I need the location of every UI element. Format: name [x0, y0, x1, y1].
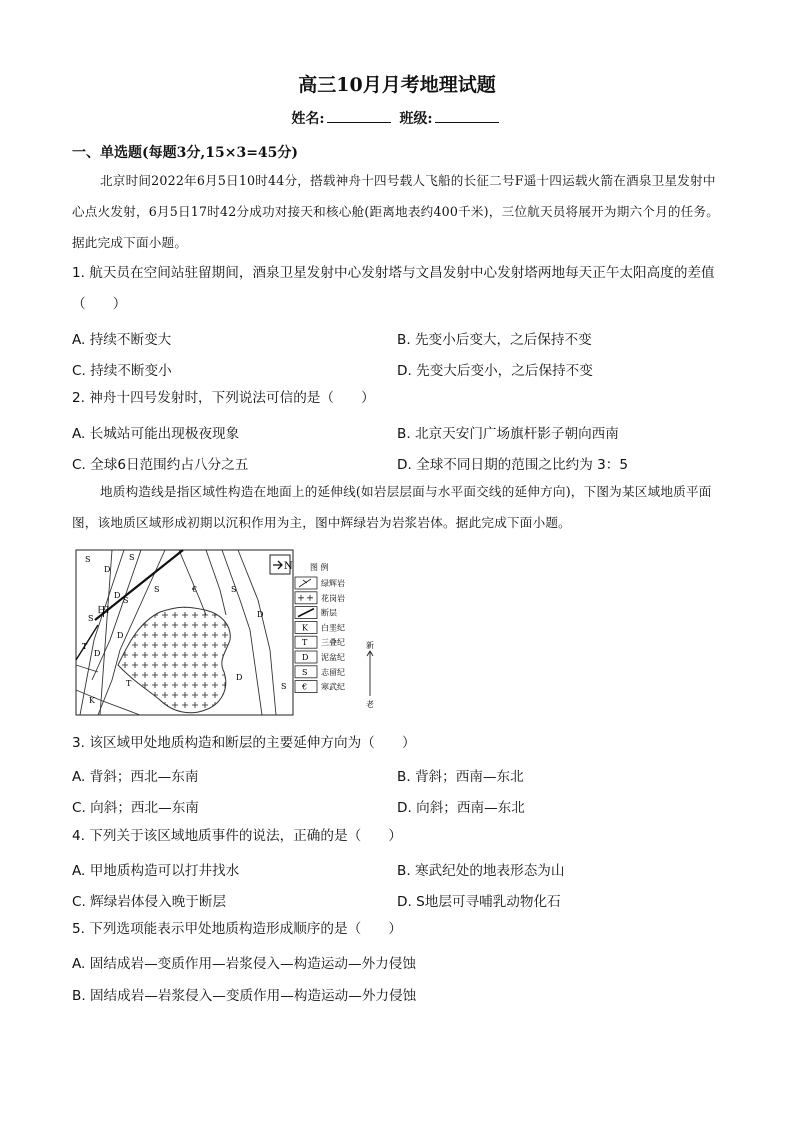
passage-2: 地质构造线是指区域性构造在地面上的延伸线(如岩层层面与水平面交线的延伸方向)，下图为某区域地质平面图，该地质区域形成初期以沉积作用为主，图中辉绿岩为岩浆岩体。据此完成下面小题。 — [72, 484, 712, 530]
stratum-label: D — [257, 610, 264, 619]
legend-new-label: 新 — [366, 641, 374, 650]
legend-label: 白垩纪 — [321, 623, 345, 633]
q5-option-a[interactable]: A. 固结成岩—变质作用—岩浆侵入—构造运动—外力侵蚀 — [72, 956, 416, 972]
stratum-label: S — [231, 585, 237, 594]
question-5-stem: 5. 下列选项能表示甲处地质构造形成顺序的是（ ） — [72, 921, 402, 937]
q3-option-d[interactable]: D. 向斜；西南—东北 — [397, 800, 525, 816]
stratum-label: S — [154, 585, 160, 594]
q1-option-a[interactable]: A. 持续不断变大 — [72, 332, 172, 348]
stratum-label: T — [126, 679, 132, 688]
question-3-stem: 3. 该区域甲处地质构造和断层的主要延伸方向为（ ） — [72, 735, 416, 751]
legend-label: 三叠纪 — [321, 638, 345, 648]
stratum-label: S — [129, 553, 135, 562]
legend-swatch — [295, 577, 317, 589]
class-label: 班级: — [399, 111, 433, 127]
stratum-label: D — [114, 591, 121, 600]
stratum-label: D — [94, 649, 101, 658]
stratum-label: D — [104, 565, 111, 574]
q5-option-b[interactable]: B. 固结成岩—岩浆侵入—变质作用—构造运动—外力侵蚀 — [72, 988, 417, 1004]
stratum-label: D — [236, 673, 243, 682]
legend-title: 图 例 — [310, 563, 329, 572]
q1-option-d[interactable]: D. 先变大后变小，之后保持不变 — [397, 363, 593, 379]
legend-label: 花岗岩 — [321, 593, 345, 603]
q3-option-c[interactable]: C. 向斜；西北—东南 — [72, 800, 199, 816]
legend-label: 泥盆纪 — [321, 653, 345, 662]
legend-label: 绿辉岩 — [321, 579, 345, 588]
jia-label: 甲 — [97, 605, 111, 620]
stratum-label: D — [117, 631, 124, 640]
legend-symbol: € — [302, 682, 308, 692]
q3-option-a[interactable]: A. 背斜；西北—东南 — [72, 769, 199, 785]
question-2-stem: 2. 神舟十四号发射时，下列说法可信的是（ ） — [72, 390, 375, 406]
name-label: 姓名: — [291, 111, 325, 127]
legend-symbol: S — [302, 667, 308, 677]
stratum-label: S — [85, 555, 91, 564]
q4-option-d[interactable]: D. S地层可寻哺乳动物化石 — [397, 894, 561, 910]
legend-label: 寒武纪 — [321, 682, 345, 692]
page-title: 高三10月月考地理试题 — [298, 74, 496, 96]
question-1-stem: 1. 航天员在空间站驻留期间，酒泉卫星发射中心发射塔与文昌发射中心发射塔两地每天正午太阳高度的差值（ ） — [72, 265, 715, 312]
q4-option-c[interactable]: C. 辉绿岩体侵入晚于断层 — [72, 894, 227, 910]
stratum-label: T — [82, 642, 88, 651]
north-label: N — [284, 561, 293, 572]
q2-option-b[interactable]: B. 北京天安门广场旗杆影子朝向西南 — [397, 426, 619, 442]
legend-old-label: 老 — [366, 700, 374, 709]
section-heading: 一、单选题(每题3分,15×3=45分) — [72, 145, 299, 161]
q1-option-c[interactable]: C. 持续不断变小 — [72, 363, 172, 379]
q2-option-d[interactable]: D. 全球不同日期的范围之比约为 3：5 — [397, 457, 629, 473]
question-4-stem: 4. 下列关于该区域地质事件的说法，正确的是（ ） — [72, 828, 402, 844]
stratum-label: K — [89, 696, 95, 705]
age-arrow-icon — [367, 651, 373, 696]
q4-option-b[interactable]: B. 寒武纪处的地表形态为山 — [397, 863, 565, 879]
stratum-label: S — [88, 614, 94, 623]
stratum-label: S — [123, 596, 129, 605]
legend-label: 断层 — [321, 608, 337, 618]
q3-option-b[interactable]: B. 背斜；西南—东北 — [397, 769, 524, 785]
q4-option-a[interactable]: A. 甲地质构造可以打井找水 — [72, 863, 240, 879]
q1-option-b[interactable]: B. 先变小后变大，之后保持不变 — [397, 332, 592, 348]
legend-label: 志留纪 — [321, 667, 345, 677]
legend-symbol: K — [302, 623, 308, 633]
passage-1: 北京时间2022年6月5日10时44分，搭载神舟十四号载人飞船的长征二号F遥十四运载火箭在酒泉卫星发射中心点火发射，6月5日17时42分成功对接天和核心舱(距离地表约400千米)，三位航天员将展开为期六个月的任务。据此完成下面小题。 — [72, 173, 720, 250]
q2-option-c[interactable]: C. 全球6日范围约占八分之五 — [72, 457, 249, 473]
q2-option-a[interactable]: A. 长城站可能出现极夜现象 — [72, 426, 240, 442]
stratum-label: S — [281, 682, 287, 691]
legend-symbol: T — [302, 638, 308, 648]
legend-symbol: D — [302, 653, 309, 662]
stratum-label: € — [192, 585, 198, 594]
